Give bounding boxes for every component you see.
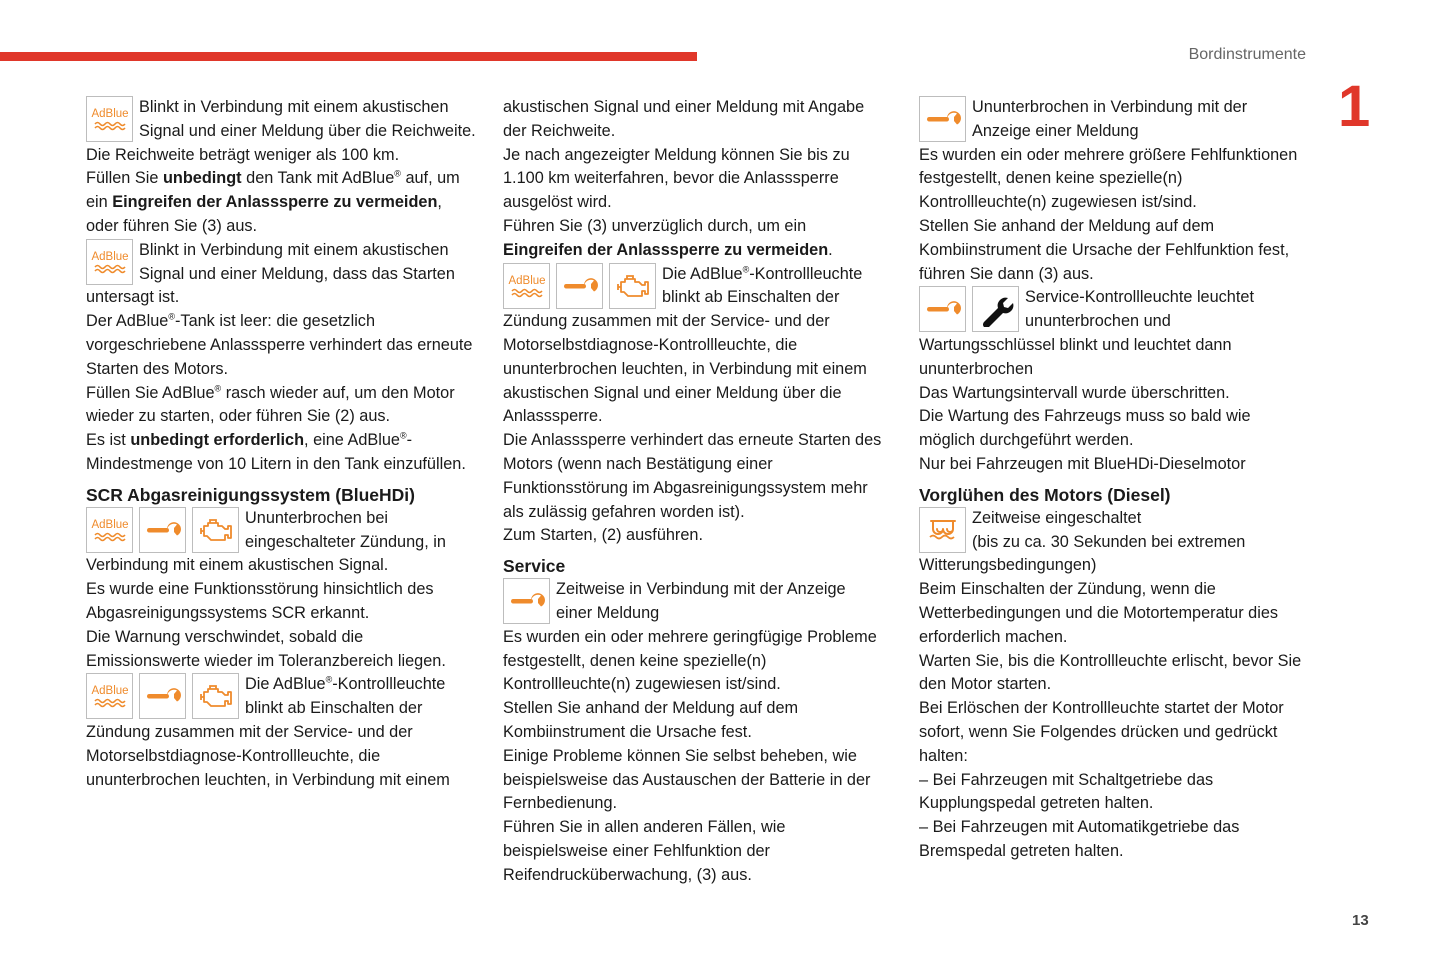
wrench-icon bbox=[503, 578, 550, 624]
text: Zeitweise in Verbindung mit der Anzeige einer Meldung bbox=[556, 580, 846, 622]
text: Die Anlasssperre verhindert das erneute Starten des Motors (wenn nach Bestätigung einer Funktionsstörung im Abgasreinigungssystem mehr als zulässig gefahren worden ist). bbox=[503, 431, 882, 521]
wrench-icon bbox=[139, 673, 186, 719]
svg-text:AdBlue: AdBlue bbox=[90, 108, 129, 120]
wrench-icon bbox=[139, 507, 186, 553]
page-number: 13 bbox=[1352, 912, 1369, 929]
text: Die AdBlue®-Kontrollleuchte blinkt ab Einschalten der Zündung zusammen mit der Service- und der Motorselbstdiagnose-Kontrollleuchte, die ununterbrochen leuchten, in Verbindung mit einem bbox=[86, 674, 450, 789]
adblue-icon bbox=[86, 239, 133, 285]
warning-service-temporary bbox=[503, 578, 883, 626]
text: Es ist unbedingt erforderlich, eine AdBlue®-Mindestmenge von 10 Litern in den Tank einzufüllen. bbox=[86, 430, 466, 473]
text: Das Wartungsintervall wurde überschritten. bbox=[919, 383, 1230, 402]
text: Ununterbrochen bei eingeschalteter Zündung, in Verbindung mit einem akustischen Signal. bbox=[86, 508, 446, 575]
text: Füllen Sie unbedingt den Tank mit AdBlue® auf, um ein Eingreifen der Anlasssperre zu vermeiden, oder führen Sie (3) aus. bbox=[86, 168, 460, 235]
text: Die AdBlue®-Kontrollleuchte blinkt ab Einschalten der Zündung zusammen mit der Service- und der Motorselbstdiagnose-Kontrollleuchte, die ununterbrochen leuchten, in Verbindung mit einem akustischen Signal und einer Meldung über die Anlasssperre. bbox=[503, 264, 867, 426]
engine-icon bbox=[192, 673, 239, 719]
text: Die Reichweite beträgt weniger als 100 km. bbox=[86, 145, 400, 164]
svg-text:AdBlue: AdBlue bbox=[90, 518, 129, 531]
adblue-icon bbox=[86, 507, 133, 553]
column-1 bbox=[86, 96, 478, 792]
text: Je nach angezeigter Meldung können Sie bis zu 1.100 km weiterfahren, bevor die Anlasssperre ausgelöst wird. bbox=[503, 145, 850, 212]
text: Die Warnung verschwindet, sobald die Emissionswerte wieder im Toleranzbereich liegen. bbox=[86, 627, 446, 670]
text: Einige Probleme können Sie selbst beheben, wie beispielsweise das Austauschen der Batterie in der Fernbedienung. bbox=[503, 746, 871, 813]
section-title: Bordinstrumente bbox=[1188, 46, 1306, 63]
adblue-icon bbox=[503, 263, 550, 309]
text: akustischen Signal und einer Meldung mit Angabe der Reichweite. bbox=[503, 98, 865, 140]
text: Führen Sie (3) unverzüglich durch, um ein Eingreifen der Anlasssperre zu vermeiden. bbox=[503, 216, 833, 259]
column-3 bbox=[919, 96, 1309, 864]
warning-adblue-empty bbox=[86, 239, 478, 310]
text: Zeitweise eingeschaltet (bis zu ca. 30 Sekunden bei extremen Witterungsbedingungen) bbox=[919, 508, 1246, 575]
text: Warten Sie, bis die Kontrollleuchte erlischt, bevor Sie den Motor starten. bbox=[919, 651, 1302, 694]
warning-scr-blinking bbox=[86, 673, 478, 792]
heading-preheat: Vorglühen des Motors (Diesel) bbox=[919, 484, 1171, 505]
warning-anlasssperre bbox=[503, 263, 883, 430]
svg-text:AdBlue: AdBlue bbox=[90, 250, 129, 263]
text: Stellen Sie anhand der Meldung auf dem Kombiinstrument die Ursache fest. bbox=[503, 699, 799, 741]
list-item: – Bei Fahrzeugen mit Automatikgetriebe das Bremspedal getreten halten. bbox=[919, 818, 1240, 860]
svg-text:AdBlue: AdBlue bbox=[90, 685, 129, 698]
text: Ununterbrochen in Verbindung mit der Anzeige einer Meldung bbox=[972, 98, 1248, 140]
engine-icon bbox=[192, 507, 239, 553]
wrench-icon bbox=[919, 286, 966, 332]
text: Es wurden ein oder mehrere größere Fehlfunktionen festgestellt, denen keine spezielle(n) Kontrollleuchte(n) zugewiesen ist/sind. bbox=[919, 145, 1298, 212]
text: Bei Erlöschen der Kontrollleuchte startet der Motor sofort, wenn Sie Folgendes drücken und gedrückt halten: bbox=[919, 699, 1284, 765]
text: Es wurden ein oder mehrere geringfügige Probleme festgestellt, denen keine spezielle(n) Kontrollleuchte(n) zugewiesen ist/sind. bbox=[503, 627, 877, 694]
spanner-black-icon bbox=[972, 286, 1019, 332]
text: Füllen Sie AdBlue® rasch wieder auf, um den Motor wieder zu starten, oder führen Sie (2) aus. bbox=[86, 383, 455, 426]
header-red-bar bbox=[0, 52, 697, 61]
text: Stellen Sie anhand der Meldung auf dem Kombiinstrument die Ursache der Fehlfunktion fest, führen Sie dann (3) aus. bbox=[919, 216, 1290, 283]
svg-text:AdBlue: AdBlue bbox=[507, 274, 546, 287]
text: Führen Sie in allen anderen Fällen, wie beispielsweise einer Fehlfunktion der Reifendrucküberwachung, (3) aus. bbox=[503, 818, 786, 884]
warning-service-continuous bbox=[919, 96, 1309, 144]
warning-adblue-range bbox=[86, 96, 478, 144]
glow-plug-icon bbox=[919, 507, 966, 553]
adblue-icon bbox=[86, 673, 133, 719]
warning-maintenance-due bbox=[919, 286, 1309, 381]
list-item: – Bei Fahrzeugen mit Schaltgetriebe das Kupplungspedal getreten halten. bbox=[919, 770, 1214, 813]
text: Es wurde eine Funktionsstörung hinsichtlich des Abgasreinigungssystems SCR erkannt. bbox=[86, 580, 434, 622]
warning-glow-plug bbox=[919, 507, 1309, 578]
heading-scr: SCR Abgasreinigungssystem (BlueHDi) bbox=[86, 484, 415, 505]
text: Nur bei Fahrzeugen mit BlueHDi-Dieselmotor bbox=[919, 454, 1246, 473]
wrench-icon bbox=[556, 263, 603, 309]
wrench-icon bbox=[919, 96, 966, 142]
warning-scr-continuous bbox=[86, 507, 478, 578]
text: Blinkt in Verbindung mit einem akustischen Signal und einer Meldung über die Reichweite. bbox=[139, 98, 476, 140]
column-2 bbox=[503, 96, 883, 888]
text: Blinkt in Verbindung mit einem akustischen Signal und einer Meldung, dass das Starten untersagt ist. bbox=[86, 240, 455, 307]
text: Die Wartung des Fahrzeugs muss so bald wie möglich durchgeführt werden. bbox=[919, 407, 1251, 450]
adblue-icon bbox=[86, 96, 133, 142]
engine-icon bbox=[609, 263, 656, 309]
text: Der AdBlue®-Tank ist leer: die gesetzlich vorgeschriebene Anlasssperre verhindert das erneute Starten des Motors. bbox=[86, 311, 473, 378]
heading-service: Service bbox=[503, 556, 566, 577]
chapter-number: 1 bbox=[1338, 74, 1371, 139]
text: Zum Starten, (2) ausführen. bbox=[503, 526, 703, 545]
text: Service-Kontrollleuchte leuchtet ununterbrochen und Wartungsschlüssel blinkt und leuchtet dann ununterbrochen bbox=[919, 288, 1254, 378]
text: Beim Einschalten der Zündung, wenn die Wetterbedingungen und die Motortemperatur dies erforderlich machen. bbox=[919, 580, 1279, 646]
